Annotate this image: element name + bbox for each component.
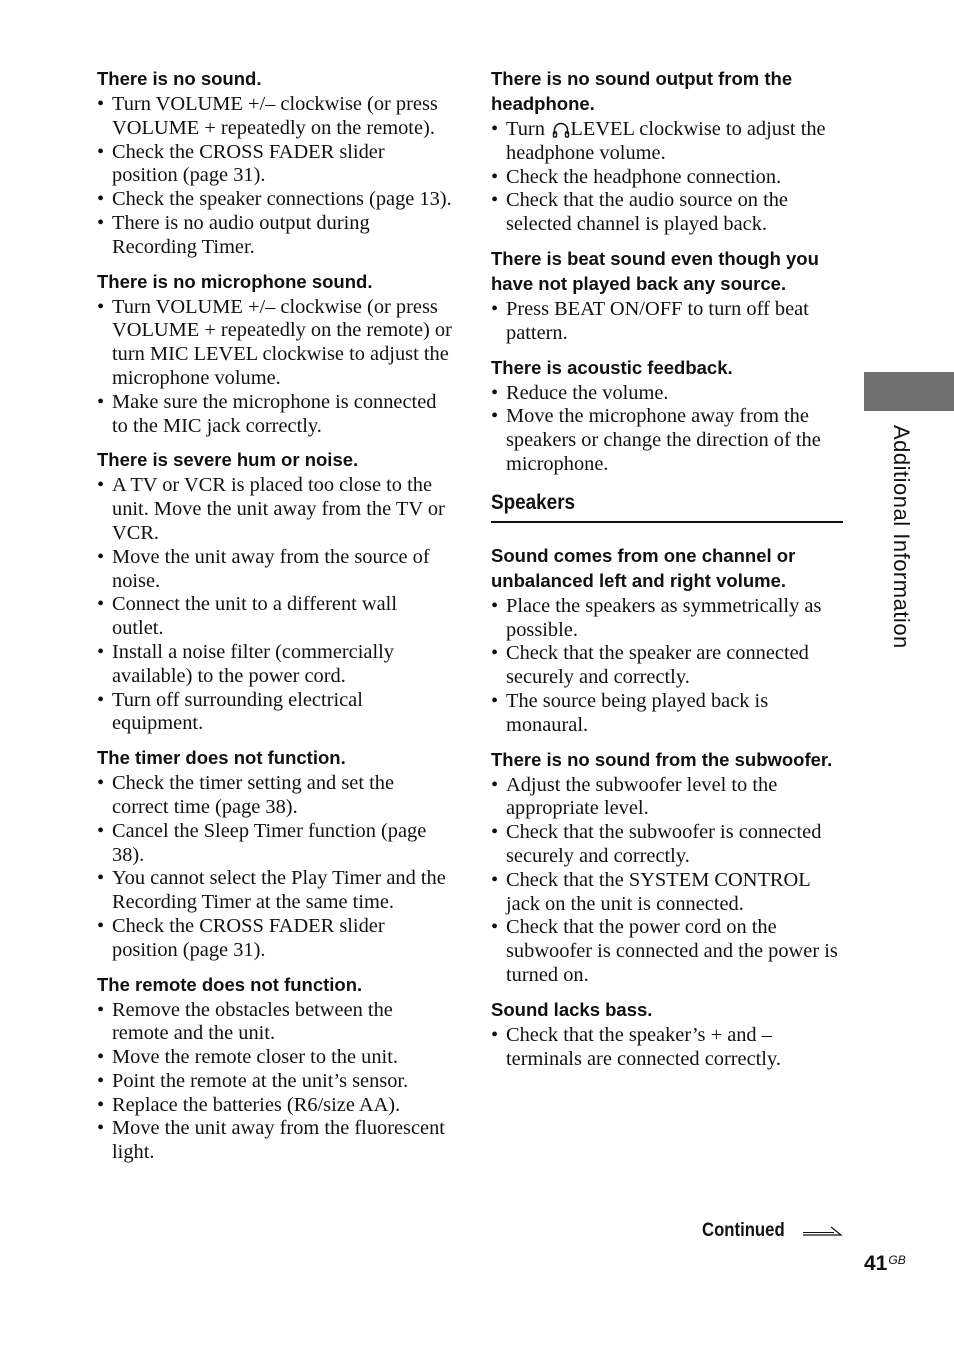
bullet-list xyxy=(97,474,453,736)
topic-timer xyxy=(97,745,453,962)
topic-no-sound xyxy=(97,66,453,260)
topic-no-headphone-sound xyxy=(491,66,843,237)
bullet-list xyxy=(491,1024,843,1072)
list-item: • Adjust the subwoofer level to the appropriate level. xyxy=(491,774,843,822)
right-column xyxy=(491,66,843,1080)
bullet-list xyxy=(491,382,843,477)
list-item: • Make sure the microphone is connected to the MIC jack correctly. xyxy=(97,391,453,439)
topic-no-subwoofer-sound xyxy=(491,747,843,988)
topic-remote xyxy=(97,972,453,1166)
list-item: • Check the CROSS FADER slider position (page 31). xyxy=(97,141,453,189)
list-item: • Check that the audio source on the selected channel is played back. xyxy=(491,189,843,237)
page-number xyxy=(864,1252,906,1276)
topic-heading: There is acoustic feedback. xyxy=(491,356,733,378)
list-item: • Press BEAT ON/OFF to turn off beat pattern. xyxy=(491,298,843,346)
bullet-list xyxy=(491,774,843,988)
list-item: • Check the CROSS FADER slider position (page 31). xyxy=(97,915,453,963)
topic-one-channel xyxy=(491,543,843,738)
topic-heading: There is no sound. xyxy=(97,68,262,89)
bullet-list xyxy=(97,999,453,1166)
list-item: • Check the speaker connections (page 13). xyxy=(97,188,453,212)
list-item: • There is no audio output during Recording Timer. xyxy=(97,212,453,260)
list-item: • Remove the obstacles between the remote and the unit. xyxy=(97,999,453,1047)
list-item: • Check that the SYSTEM CONTROL jack on the unit is connected. xyxy=(491,869,843,917)
continued-indicator xyxy=(702,1218,844,1244)
bullet-list xyxy=(97,772,453,962)
bullet-list xyxy=(97,93,453,260)
topic-heading: There is no sound output from the headphone. xyxy=(491,68,793,114)
list-item xyxy=(491,118,843,166)
list-item: • Check that the subwoofer is connected securely and correctly. xyxy=(491,821,843,869)
topic-heading: There is severe hum or noise. xyxy=(97,449,359,471)
list-item: • Connect the unit to a different wall outlet. xyxy=(97,593,453,641)
topic-hum-or-noise xyxy=(97,447,453,736)
list-item: • The source being played back is monaural. xyxy=(491,690,843,738)
list-item: • You cannot select the Play Timer and the Recording Timer at the same time. xyxy=(97,867,453,915)
list-item: • Install a noise filter (commercially available) to the power cord. xyxy=(97,641,453,689)
topic-heading: There is beat sound even though you have not played back any source. xyxy=(491,247,819,294)
left-column xyxy=(97,66,453,1174)
list-item: • Move the unit away from the fluorescent light. xyxy=(97,1117,453,1165)
list-item: • Check the headphone connection. xyxy=(491,166,843,190)
bullet-list xyxy=(491,595,843,738)
page-number-suffix: GB xyxy=(888,1252,906,1267)
list-item: • Move the microphone away from the speakers or change the direction of the microphone. xyxy=(491,405,843,476)
list-item: • Check that the speaker’s + and – terminals are connected correctly. xyxy=(491,1024,843,1072)
section-title: Speakers xyxy=(491,490,576,514)
list-item: • Check that the speaker are connected securely and correctly. xyxy=(491,642,843,690)
list-item: • Place the speakers as symmetrically as possible. xyxy=(491,595,843,643)
section-divider xyxy=(491,521,843,523)
topic-heading: Sound comes from one channel or unbalanced left and right volume. xyxy=(491,544,796,591)
topic-acoustic-feedback xyxy=(491,355,843,477)
page-number-value: 41 xyxy=(864,1252,888,1275)
side-tab-label: Additional Information xyxy=(889,425,914,649)
list-item: • Check the timer setting and set the correct time (page 38). xyxy=(97,772,453,820)
bullet-list xyxy=(97,296,453,439)
topic-heading: The remote does not function. xyxy=(97,973,363,995)
topic-heading: There is no sound from the subwoofer. xyxy=(491,748,833,770)
list-item: • Cancel the Sleep Timer function (page 38). xyxy=(97,820,453,868)
list-item-text: Turn LEVEL clockwise to adjust the headphone volume. xyxy=(506,118,826,164)
list-item: • Turn VOLUME +/– clockwise (or press VOLUME + repeatedly on the remote). xyxy=(97,93,453,141)
headphone-icon xyxy=(552,121,570,139)
side-tab-marker xyxy=(864,372,954,411)
list-item: • Turn off surrounding electrical equipment. xyxy=(97,689,453,737)
topic-heading: Sound lacks bass. xyxy=(491,998,653,1020)
list-item: • Check that the power cord on the subwoofer is connected and the power is turned on. xyxy=(491,916,843,987)
list-item: • Replace the batteries (R6/size AA). xyxy=(97,1094,453,1118)
topic-no-microphone-sound xyxy=(97,269,453,439)
bullet-list xyxy=(491,298,843,346)
topic-heading: The timer does not function. xyxy=(97,747,346,769)
list-item: • Reduce the volume. xyxy=(491,382,843,406)
topic-lacks-bass xyxy=(491,997,843,1072)
list-item: • Move the unit away from the source of noise. xyxy=(97,546,453,594)
topic-beat-sound xyxy=(491,246,843,346)
bullet-list xyxy=(491,118,843,237)
list-item: • Point the remote at the unit’s sensor. xyxy=(97,1070,453,1094)
arrow-right-icon xyxy=(802,1224,844,1238)
topic-heading: There is no microphone sound. xyxy=(97,270,373,292)
continued-label: Continued xyxy=(702,1220,785,1241)
list-item: • A TV or VCR is placed too close to the unit. Move the unit away from the TV or VCR. xyxy=(97,474,453,545)
list-item: • Turn VOLUME +/– clockwise (or press VOLUME + repeatedly on the remote) or turn MIC LEVEL clockwise to adjust the microphone volume. xyxy=(97,296,453,391)
list-item: • Move the remote closer to the unit. xyxy=(97,1046,453,1070)
